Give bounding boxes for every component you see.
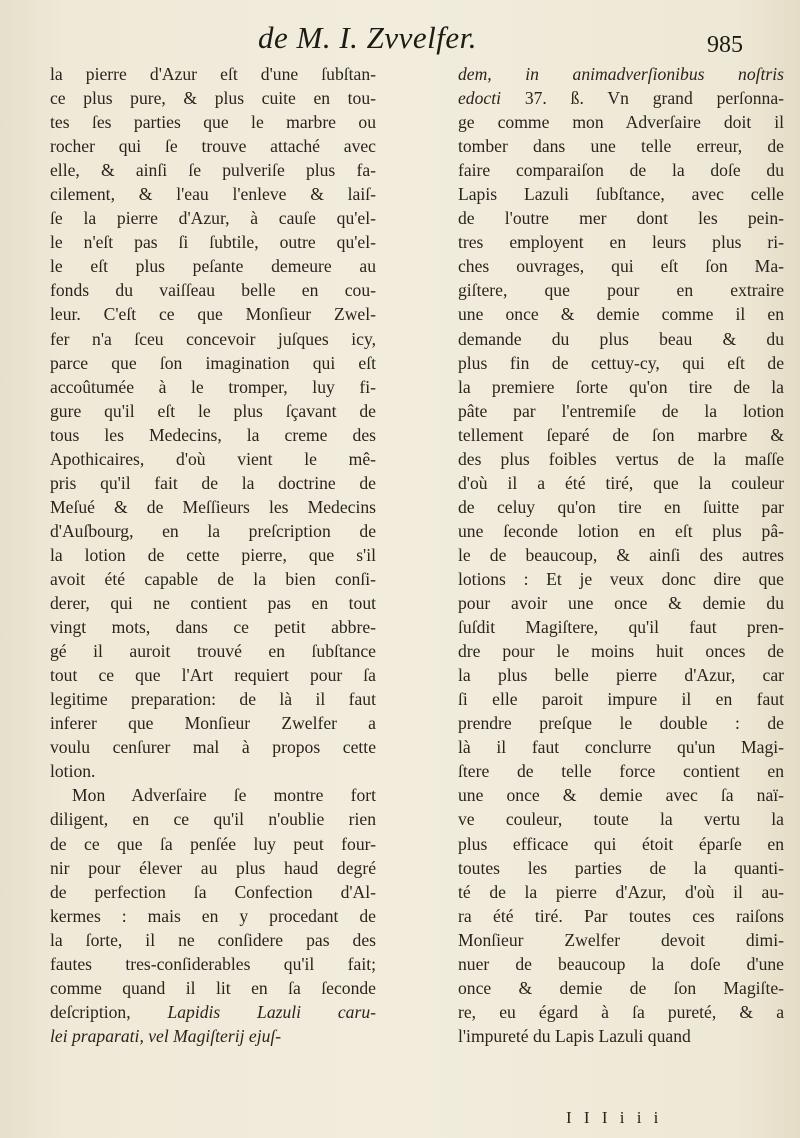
text-line: la premiere ſorte qu'on tire de la xyxy=(458,376,784,397)
text-line: ge comme mon Adverſaire doit il xyxy=(458,112,784,133)
text-line: de celuy qu'on tire en ſuitte par xyxy=(458,496,784,517)
text-line: rocher qui ſe trouve attaché avec xyxy=(50,136,376,157)
text-line: vingt mots, dans ce petit abbre- xyxy=(50,617,376,638)
text-line: Mon Adverſaire ſe montre fort xyxy=(72,785,376,806)
text-line: fautes tres-conſiderables qu'il fait; xyxy=(50,953,376,974)
text-line: l'impureté du Lapis Lazuli quand xyxy=(458,1025,691,1046)
text-line: re, eu égard à ſa pureté, & a xyxy=(458,1001,784,1022)
text-line: leur. C'eſt ce que Monſieur Zwel- xyxy=(50,304,376,325)
text-line: gé il auroit trouvé en ſubſtance xyxy=(50,641,376,662)
text-line: toutes les parties de la quanti- xyxy=(458,857,784,878)
text-line: Lapis Lazuli ſubſtance, avec celle xyxy=(458,184,784,205)
text-line: dem, in animadverſionibus noſtris xyxy=(458,64,784,84)
text-line: prendre preſque le double : de xyxy=(458,713,784,734)
text-line: de l'outre mer dont les pein- xyxy=(458,208,784,229)
text-line: kermes : mais en y procedant de xyxy=(50,905,376,926)
running-head: de M. I. Zvvelfer. xyxy=(258,20,478,55)
text-line: la ſorte, il ne conſidere pas des xyxy=(50,929,376,950)
text-line: lotion. xyxy=(50,761,96,782)
text-line: une once & demie avec ſa naï- xyxy=(458,785,784,806)
text-line: lei praparati, vel Magiſterij ejuſ- xyxy=(50,1025,282,1046)
right-text-column xyxy=(458,62,784,1048)
text-line: plus fin de cettuy-cy, qui eſt de xyxy=(458,352,784,373)
text-line: inferer que Monſieur Zwelfer a xyxy=(50,713,376,734)
text-line: avoit été capable de la bien conſi- xyxy=(50,568,376,589)
text-line: edocti 37. ß. Vn grand perſonna- xyxy=(458,88,785,109)
text-line: té de la pierre d'Azur, d'où il au- xyxy=(458,881,784,902)
text-line: pâte par l'entremiſe de la lotion xyxy=(458,400,784,421)
text-line: ches ouvrages, qui eſt ſon Ma- xyxy=(458,256,784,277)
text-line: ſe la pierre d'Azur, à cauſe qu'el- xyxy=(50,208,376,229)
text-line: comme quand il lit en ſa ſeconde xyxy=(50,977,376,998)
text-line: des plus foibles vertus de la maſſe xyxy=(458,448,784,469)
text-line: deſcription, Lapidis Lazuli caru- xyxy=(50,1001,376,1022)
text-line: Apothicaires, d'où vient le mê- xyxy=(50,448,376,469)
text-line: plus efficace qui étoit éparſe en xyxy=(458,833,784,854)
text-line: elle, & ainſi ſe pulveriſe plus fa- xyxy=(50,160,376,181)
text-line: la lotion de cette pierre, que s'il xyxy=(50,544,376,565)
text-line: giſtere, que pour en extraire xyxy=(458,280,784,301)
text-line: là il faut conclurre qu'un Magi- xyxy=(458,737,784,758)
text-line: de ce que ſa penſée luy peut four- xyxy=(50,833,376,854)
text-line: tomber dans une telle erreur, de xyxy=(458,136,784,157)
text-line: une once & demie comme il en xyxy=(458,304,784,325)
text-line: tes ſes parties que le marbre ou xyxy=(50,112,376,133)
text-line: cilement, & l'eau l'enleve & laiſ- xyxy=(50,184,376,205)
text-line: once & demie de ſon Magiſte- xyxy=(458,977,784,998)
text-line: une ſeconde lotion en eſt plus pâ- xyxy=(458,520,784,541)
text-line: gure qu'il eſt le plus ſçavant de xyxy=(50,400,376,421)
text-line: demande du plus beau & du xyxy=(458,328,784,349)
text-line: fer n'a ſceu concevoir juſques icy, xyxy=(50,328,376,349)
text-line: Monſieur Zwelfer devoit dimi- xyxy=(458,929,784,950)
text-line: derer, qui ne contient pas en tout xyxy=(50,593,376,614)
text-line: de perfection ſa Confection d'Al- xyxy=(50,881,376,902)
text-line: faire comparaiſon de la doſe du xyxy=(458,160,784,181)
text-line: tous les Medecins, la creme des xyxy=(50,424,376,445)
text-line: le de beaucoup, & ainſi des autres xyxy=(458,544,784,565)
text-line: dre pour le moins huit onces de xyxy=(458,641,784,662)
text-line: tellement ſeparé de ſon marbre & xyxy=(458,424,784,445)
page-header xyxy=(0,18,800,58)
text-line: tout ce que l'Art requiert pour ſa xyxy=(50,665,376,686)
text-line: d'où il a été tiré, que la couleur xyxy=(458,472,784,493)
text-line: la pierre d'Azur eſt d'une ſubſtan- xyxy=(50,64,376,84)
left-text-column xyxy=(50,62,376,1048)
text-line: ſtere de telle force contient en xyxy=(458,761,784,782)
text-line: pris qu'il fait de la doctrine de xyxy=(50,472,376,493)
text-line: nuer de beaucoup la doſe d'une xyxy=(458,953,784,974)
text-line: fonds du vaiſſeau belle en cou- xyxy=(50,280,376,301)
text-line: diligent, en ce qu'il n'oublie rien xyxy=(50,809,376,830)
text-line: parce que ſon imagination qui eſt xyxy=(50,352,376,373)
text-line: ſi elle paroit impure il en faut xyxy=(458,689,784,710)
text-line: ſuſdit Magiſtere, qu'il faut pren- xyxy=(458,617,784,638)
signature-mark: I I I i i i xyxy=(566,1108,663,1127)
text-line: ra été tiré. Par toutes ces raiſons xyxy=(458,905,784,926)
text-line: accoûtumée à le tromper, luy fi- xyxy=(50,376,376,397)
text-line: tres employent en leurs plus ri- xyxy=(458,232,784,253)
text-line: la plus belle pierre d'Azur, car xyxy=(458,665,784,686)
text-line: Meſué & de Meſſieurs les Medecins xyxy=(50,496,376,517)
text-line: nir pour élever au plus haud degré xyxy=(50,857,376,878)
text-line: ce plus pure, & plus cuite en tou- xyxy=(50,88,376,109)
text-line: pour avoir une once & demie du xyxy=(458,593,784,614)
text-line: voulu cenſurer mal à propos cette xyxy=(50,737,376,758)
text-line: legitime preparation: de là il faut xyxy=(50,689,376,710)
page-number: 985 xyxy=(707,32,743,58)
text-line: le eſt plus peſante demeure au xyxy=(50,256,376,277)
text-line: d'Auſbourg, en la preſcription de xyxy=(50,520,376,541)
text-line: ve couleur, toute la vertu la xyxy=(458,809,784,830)
text-line: lotions : Et je veux donc dire que xyxy=(458,568,784,589)
text-line: le n'eſt pas ſi ſubtile, outre qu'el- xyxy=(50,232,376,253)
